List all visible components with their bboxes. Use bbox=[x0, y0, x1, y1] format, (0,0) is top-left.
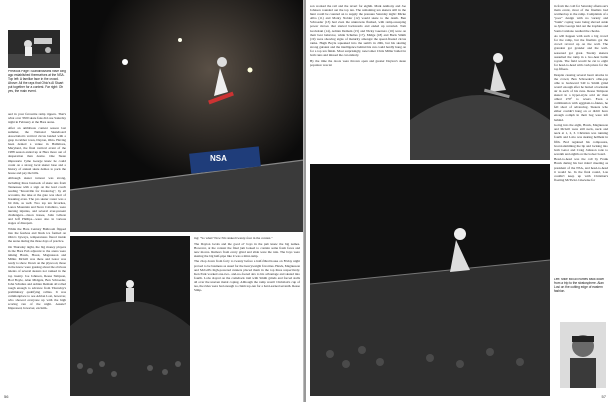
main-photo-art bbox=[70, 0, 304, 232]
left-col-1 bbox=[8, 112, 66, 390]
inset-photo-art bbox=[8, 30, 60, 68]
lower-photo-art bbox=[70, 236, 190, 396]
left-col2-para-2: The Dayton locals and the good ol' boys in the pub knew the big names. However, at the contest the final jam looked to contain some fresh faces and new moves. Rumors from every grind and slide were the rule. The boys were skating the big half-pipe like it was a mini-ramp. bbox=[194, 241, 300, 258]
left-caption: Previous Page: Scandinavians have long ago established themselves at the NSA. Top left: A familiar face in the crowd. Above: All the rays that Ohio's Al Stuart put together for a contest. Far right: Oh yes, the main event. bbox=[8, 70, 66, 93]
left-page bbox=[0, 0, 304, 402]
right-bottom-photo-crowd-ramp bbox=[310, 164, 550, 396]
left-col1-para-1: ued in your favourite ramp rippers. That's what over 3500 skate fans did one Saturday night in February at the Hara arena. bbox=[8, 112, 66, 125]
left-folio: 56 bbox=[4, 394, 9, 399]
right-photo-art bbox=[410, 0, 550, 160]
lower-photo-ramp-crowd bbox=[70, 236, 190, 396]
right-col-1 bbox=[310, 4, 406, 154]
nsa-banner-text: NSA bbox=[210, 154, 227, 163]
portrait-photo bbox=[560, 322, 606, 388]
right-col2-para-3: Despite causing several heart attacks in the crowd, Ben Schroeder's ollie-pop ollie to backward 540 to Smith grind wasn't enough after he buried a backside air in each of his runs. Reese Simpson skated in a hyper-style acid air then ollied 270° to revert. Even a combination with eggplant-to-fakies, he fell short of advancing. Skaters who either couldn't hang on or didn't have enough oomph in their bag were left behind. bbox=[554, 72, 608, 122]
right-col2-para-4: Going into the eight, Hawk, Magnusson and McGill were still neck, neck and neck at 1, 2, 3. Christian was running fourth and Lobo was skating hellbent in fifth. Bod regained his composure, board-slamming the lip and locking into both Gator and Craig Johnson rode to seventh and eighth on the locker board. bbox=[554, 123, 608, 156]
right-caption: Left: Mike McGill hurtles back down from a trip to the stratosphere. Alan Losi on the cutting edge of eastern fashion. bbox=[554, 278, 605, 293]
left-col1-para-3: Although skater turnout was strong, including three busloads of skate rats from Tennessee with a sign on the lead coach reading "Knoxville for Underdog", by all accounts, the take at the gate was short of breaking even. The pro skater roster was a bit thin, as well. Two top ten favorites, Lance Mountain and Steve Caballero, were nursing injuries, and several ever-present challengers—Jason Jessee, John Gibson and Jeff Phillips—were also in various stages of disrepair. bbox=[8, 176, 66, 226]
inset-photo-skater-crowd bbox=[8, 30, 60, 68]
left-col1-para-2: After an ambitious contest season last summer, the National Skateboard Association's vertical circus landed with a gasp in rubber town, Dayton, Ohio. Having been denied a venue in Baltimore, Maryland, the final vertical event of the 1988 season ended up at Hara more out of desperation than desire. One Skate impresario Jyme George knew he could count on a strong local skater base and a history of annual skate demos to pack the house and pay the bills. bbox=[8, 125, 66, 175]
right-folio: 57 bbox=[601, 394, 606, 399]
portrait-photo-art bbox=[560, 322, 606, 388]
left-col-2 bbox=[194, 236, 300, 391]
main-photo-arena-vert bbox=[70, 0, 304, 232]
right-bottom-photo-art bbox=[310, 164, 550, 396]
right-col-2 bbox=[554, 4, 608, 274]
right-page bbox=[306, 0, 610, 402]
right-col2-para-1: in from the cold for Saturday afternoon's main event, most of the finalists had warmed up to the ramp. Complaints of a "poor" design with no variety and "bunk" coping were being shoved aside as Jyme George laid out the trophies and Sonia Catalano readied the checks. bbox=[554, 4, 608, 33]
left-col1-para-5: On Thursday night, the big money players in the Hara Pub adjacent to the arena were talking Hawk, Hosoi, Magnusson and Miller. McGill was there and Gator was ready to show. Down on the plywood, those in the know were gassing about the obvious talents of several skaters not ranked in the top twenty. Joe Johnson, Reese Simpson, Bod Boyle, Alan Midgets, Ben Schroeder, John Schultes and Adrian Demain all rolled tough enough to advance from Thursday's preliminary qualifying rallies. It was commonplace to see Adrian Losi, however, who showed everyone up with the high scoring run of the night. Aussie? Impressed, however, exclaim- bbox=[8, 244, 66, 311]
right-col2-para-2: As will happen with such a big crowd for the ramp, but the finalists got the crowd revved up on the wall. The grandest got grander and the well-seasoned got great. Twenty skaters assaulted the ramp in a two-heat battle royale. The field would be cut to eight for head-to-head with cash prizes for the top fifteen. bbox=[554, 34, 608, 71]
right-col1-para-2: By the time the doors were thrown open and greater Dayton's skate populace was let bbox=[310, 58, 406, 67]
left-col2-para-3: The chop down from forty to twenty before a half-filled house on Friday night proved to be business as usual for the heavyweight favorites. Hawk, Magnusson and McGill's high-powered runners placed them in the top three respectively. Ken Park worked one-two- and-no-footed airs to his advantage and skated into fourth. Lobo slayed on the comeback trail with Smith grinds and forced stalls all over the uneven metal coping. Although the ramp wasn't Christian's cup of tea, the rides were bad enough to claim top-ten for a hard-earned seventh. Reese Simp- bbox=[194, 259, 300, 293]
right-col2-para-5: Head-to-head was the call by Frank Hawk during his last riders' meeting as president of the NSA, and head-to-head it would be. In the final round, Lou couldn't keep up with Christian's floating McTwist. Likewise for bbox=[554, 157, 608, 182]
right-photo-ramp-rider bbox=[410, 0, 550, 160]
left-col1-para-4: While the Hara Century Ballroom flipped into the fearless and black ice formed on Ohio's byways, temperatures flared inside the arena during the three days of practice. bbox=[8, 227, 66, 244]
left-col2-para-1: ing: "So what? Now I'm ranked twenty-four in the contest." bbox=[194, 236, 273, 240]
right-col1-para-1: son worked the rail and the revert for eighth. Mark Anthony and Joe Johnson rounded out the top ten. The remaining ten skaters still in the hunt could be counted on to supply the pressure Saturday night: Micke Alba (11) and Monty Nolder (12) would skate to the death. Ben Schroeder (13) had even the unknowns flushed, with ramp-sweeping power moves that started backwards and ended up reverted. Tom Groholski (14), Adrian Demain (15) and Nicky Guerrero (16) were on their best behavior, while Schultes (17), Midge (18) and Buck Smith (19) were showing signs of maturity amongst the speed-floated circus ranks. Hugh Boyle squeaked into the semi's in 20th, but his skating strong gutsiest and the intelligence behind his run could hardly hang on for a top ten finish. Most surprisingly, newcomer Chris Miller bailed in both runs and missed the cut entirely. bbox=[310, 4, 406, 58]
